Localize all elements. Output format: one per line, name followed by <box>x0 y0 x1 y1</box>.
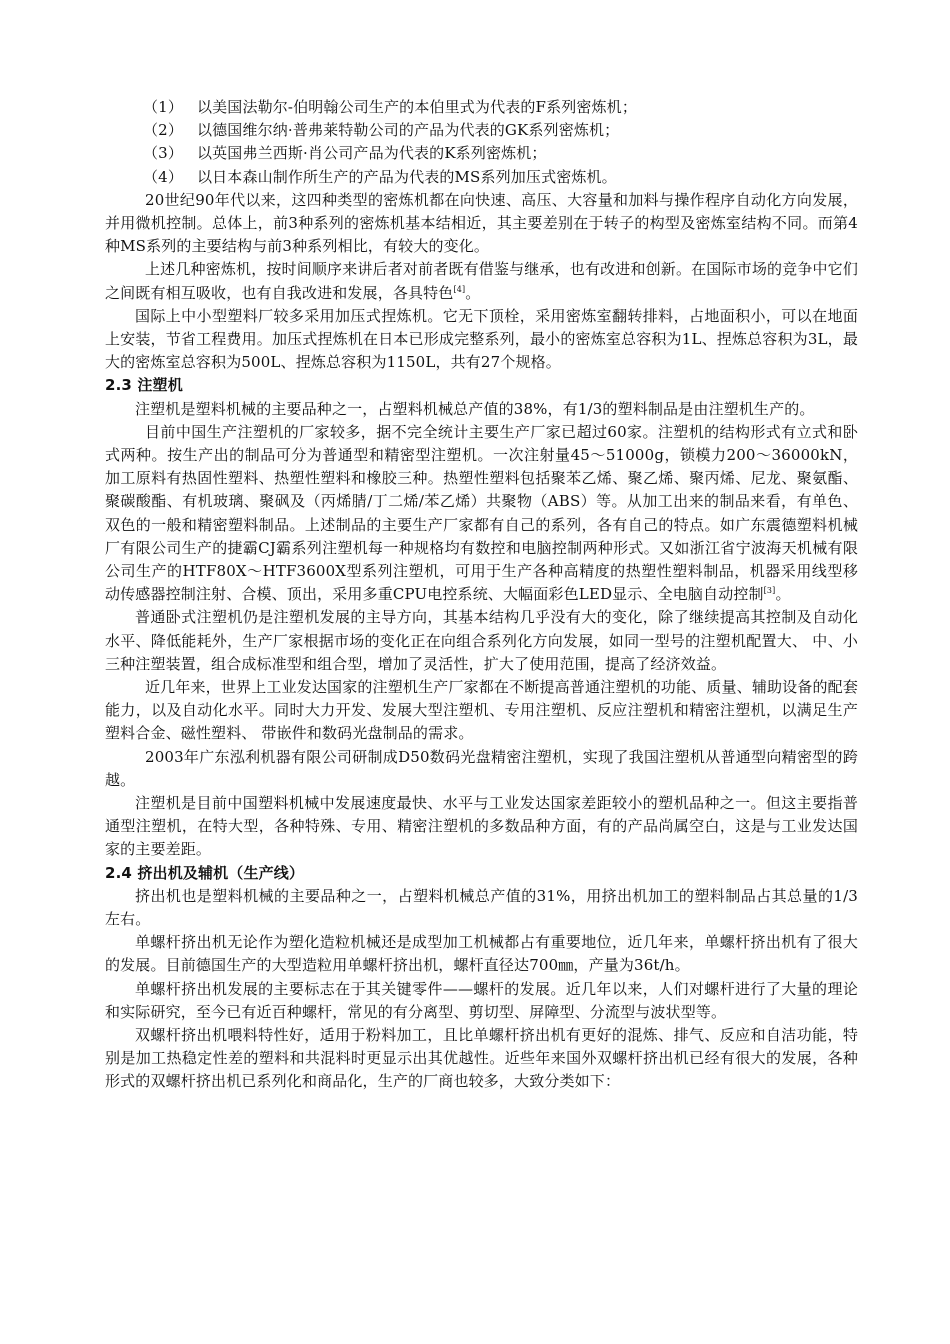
list-item-number: （1） <box>143 98 183 116</box>
paragraph-injection-recent: 近几年来，世界上工业发达国家的注塑机生产厂家都在不断提高普通注塑机的功能、质量、辅助设备的配套能力，以及自动化水平。同时大力开发、发展大型注塑机、专用注塑机、反应注塑机和精密注塑机，以满足生产塑料合金、磁性塑料、 带嵌件和数码光盘制品的需求。 <box>105 678 858 743</box>
list-item <box>105 142 858 165</box>
section-heading-extruder: 2.4 挤出机及辅机（生产线） <box>105 863 305 882</box>
citation-ref: [3] <box>763 586 776 596</box>
paragraph-text: 上述几种密炼机，按时间顺序来讲后者对前者既有借鉴与继承，也有改进和创新。在国际市场的竞争中它们之间既有相互吸收，也有自我改进和发展，各具特色 <box>105 260 858 302</box>
paragraph-single-screw: 单螺杆挤出机无论作为塑化造粒机械还是成型加工机械都占有重要地位，近几年来，单螺杆挤出机有了很大的发展。目前德国生产的大型造粒用单螺杆挤出机，螺杆直径达700㎜，产量为36t/h。 <box>105 933 858 975</box>
paragraph-end: 。 <box>465 283 481 302</box>
paragraph-text: 目前中国生产注塑机的厂家较多，据不完全统计主要生产厂家已超过60家。注塑机的结构形式有立式和卧式两种。按生产出的制品可分为普通型和精密型注塑机。一次注射量45～51000g，锁模力200～36000kN，加工原料有热固性塑料、热塑性塑料和橡胶三种。热塑性塑料包括聚苯乙烯、聚乙烯、聚丙烯、尼龙、聚氨酯、聚碳酸酯、有机玻璃、聚砜及（丙烯腈/丁二烯/苯乙烯）共聚物（ABS）等。从加工出来的制品来看，有单色、双色的一般和精密塑料制品。上述制品的主要生产厂家都有自己的系列，各有自己的特点。如广东震德塑料机械厂有限公司生产的捷霸CJ霸系列注塑机每一种规格均有数控和电脑控制两种形式。又如浙江省宁波海天机械有限公司生产的HTF80X～HTF3600X型系列注塑机，可用于生产各种高精度的热塑性塑料制品，机器采用线型移动传感器控制注射、合模、顶出，采用多重CPU电控系统、大幅面彩色LED显示、全电脑自动控制 <box>105 422 858 604</box>
list-item-text: 以英国弗兰西斯·肖公司产品为代表的K系列密炼机； <box>197 144 547 163</box>
paragraph-injection-intro: 注塑机是塑料机械的主要品种之一，占塑料机械总产值的38%，有1/3的塑料制品是由注塑机生产的。 <box>135 399 815 418</box>
document-page <box>105 96 858 1094</box>
paragraph-kneader: 国际上中小型塑料厂较多采用加压式捏炼机。它无下顶栓，采用密炼室翻转排料，占地面积小，可以在地面上安装，节省工程费用。加压式捏炼机在日本已形成完整系列，最小的密炼室总容积为1L、捏炼总容积为3L，最大的密炼室总容积为500L、捏炼总容积为1150L，共有27个规格。 <box>105 306 858 372</box>
list-item-text: 以日本森山制作所生产的产品为代表的MS系列加压式密炼机。 <box>197 167 617 186</box>
list-item-text: 以德国维尔纳·普弗莱特勒公司的产品为代表的GK系列密炼机； <box>197 121 620 140</box>
list-item-text: 以美国法勒尔-伯明翰公司生产的本伯里式为代表的F系列密炼机； <box>197 98 637 116</box>
list-item-number: （4） <box>143 167 183 186</box>
paragraph-screw-development: 单螺杆挤出机发展的主要标志在于其关键零件——螺杆的发展。近几年以来，人们对螺杆进行了大量的理论和实际研究，至今已有近百种螺杆，常见的有分离型、剪切型、屏障型、分流型与波状型等。 <box>105 979 858 1021</box>
list-item-number: （3） <box>143 144 183 163</box>
paragraph-end: 。 <box>775 585 791 604</box>
list-item <box>105 166 858 189</box>
citation-ref: [4] <box>453 284 466 294</box>
paragraph-mixer-evolution <box>105 258 858 304</box>
paragraph-twin-screw: 双螺杆挤出机喂料特性好，适用于粉料加工，且比单螺杆挤出机有更好的混炼、排气、反应和自洁功能，特别是加工热稳定性差的塑料和共混料时更显示出其优越性。近些年来国外双螺杆挤出机已经有很大的发展，各种形式的双螺杆挤出机已系列化和商品化，生产的厂商也较多，大致分类如下： <box>105 1026 858 1091</box>
paragraph-mixer-trends: 20世纪90年代以来，这四种类型的密炼机都在向快速、高压、大容量和加料与操作程序自动化方向发展，并用微机控制。总体上，前3种系列的密炼机基本结相近，其主要差别在于转子的构型及密炼室结构不同。而第4种MS系列的主要结构与前3种系列相比，有较大的变化。 <box>105 190 858 256</box>
section-heading-injection-molding: 2.3 注塑机 <box>105 376 183 395</box>
paragraph-injection-manufacturers <box>105 421 858 607</box>
paragraph-injection-gap: 注塑机是目前中国塑料机械中发展速度最快、水平与工业发达国家差距较小的塑机品种之一。但这主要指普通型注塑机，在特大型，各种特殊、专用、精密注塑机的多数品种方面，有的产品尚属空白，这是与工业发达国家的主要差距。 <box>105 794 858 859</box>
paragraph-d50-machine: 2003年广东泓利机器有限公司研制成D50数码光盘精密注塑机，实现了我国注塑机从普通型向精密型的跨越。 <box>105 747 858 789</box>
list-item-number: （2） <box>143 121 183 140</box>
paragraph-extruder-intro: 挤出机也是塑料机械的主要品种之一，占塑料机械总产值的31%，用挤出机加工的塑料制品占其总量的1/3左右。 <box>105 886 858 929</box>
list-item <box>105 119 858 142</box>
paragraph-horizontal-injection: 普通卧式注塑机仍是注塑机发展的主导方向，其基本结构几乎没有大的变化，除了继续提高其控制及自动化水平、降低能耗外，生产厂家根据市场的变化正在向组合系列化方向发展，如同一型号的注塑机配置大、 中、小三种注塑装置，组合成标准型和组合型，增加了灵活性，扩大了使用范围，提高了经济效益。 <box>105 608 858 673</box>
list-item <box>105 96 858 119</box>
